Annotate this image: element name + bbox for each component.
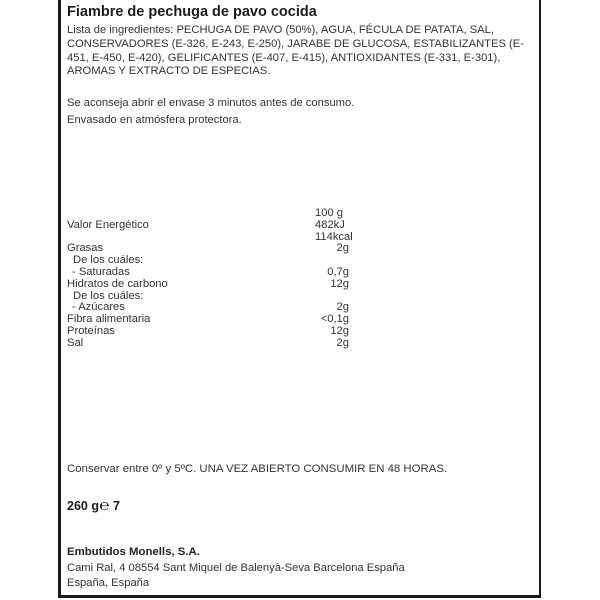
- nutrient-label: Valor Energético: [67, 218, 149, 231]
- nutrition-row-energy-kj: [67, 220, 357, 232]
- nutrient-label: Grasas: [67, 242, 104, 255]
- nutrient-value: 2g: [336, 336, 349, 349]
- nutrition-row-energy-kcal: [67, 232, 357, 244]
- nutrient-value: <0,1g: [320, 313, 349, 326]
- net-weight-amount: 260 g: [67, 499, 99, 513]
- nutrient-value: 482kJ: [315, 218, 345, 231]
- nutrient-value: 12g: [330, 277, 349, 290]
- nutrient-value: 2g: [336, 242, 349, 255]
- nutrition-table: [67, 208, 357, 350]
- nutrient-label: De los cuáles:: [73, 289, 144, 302]
- net-weight-code: 7: [112, 499, 120, 513]
- nutrition-row-salt: [67, 338, 357, 350]
- nutrient-label: - Saturadas: [72, 265, 130, 278]
- product-title: Fiambre de pechuga de pavo cocida: [67, 4, 317, 20]
- net-weight: [67, 497, 120, 514]
- nutrition-row-saturated: [67, 267, 357, 279]
- manufacturer-name: Embutidos Monells, S.A.: [67, 546, 200, 558]
- nutrient-value: 0,7g: [327, 265, 349, 278]
- nutrition-row-carbohydrates: [67, 279, 357, 291]
- nutrition-row-protein: [67, 326, 357, 338]
- nutrient-value: 2g: [336, 301, 349, 314]
- nutrient-label: Proteínas: [67, 324, 115, 337]
- estimated-sign-icon: ℮: [99, 497, 110, 514]
- nutrient-value: 12g: [330, 324, 349, 337]
- product-label: [58, 0, 541, 598]
- packaging-note: Envasado en atmósfera protectora.: [67, 114, 242, 126]
- storage-instructions: Conservar entre 0º y 5ºC. UNA VEZ ABIERTO CONSUMIR EN 48 HORAS.: [67, 463, 448, 475]
- manufacturer-address: Cami Ral, 4 08554 Sant Miquel de Balenyà-Seva Barcelona España: [67, 562, 405, 574]
- nutrient-label: - Azúcares: [72, 301, 125, 314]
- nutrition-serving-header: 100 g: [315, 207, 343, 219]
- nutrient-label: De los cuáles:: [73, 254, 144, 267]
- nutrient-label: Fibra alimentaria: [67, 313, 151, 326]
- opening-advice: Se aconseja abrir el envase 3 minutos antes de consumo.: [67, 97, 355, 109]
- nutrient-label: Hidratos de carbono: [67, 277, 168, 290]
- manufacturer-country: España, España: [67, 577, 150, 589]
- ingredients-list: Lista de ingredientes: PECHUGA DE PAVO (50%), AGUA, FÉCULA DE PATATA, SAL, CONSERVADORES (E-326, E-243, E-250), JARABE DE GLUCOSA, ESTABILIZANTES (E-451, E-450, E-420), GELIFICANTES (E-407, E-415), ANTIOXIDANTES (E-331, E-301), AROMAS Y EXTRACTO DE ESPECIAS.: [67, 24, 524, 78]
- nutrient-label: Sal: [67, 336, 84, 349]
- nutrient-value: 114kcal: [315, 230, 353, 243]
